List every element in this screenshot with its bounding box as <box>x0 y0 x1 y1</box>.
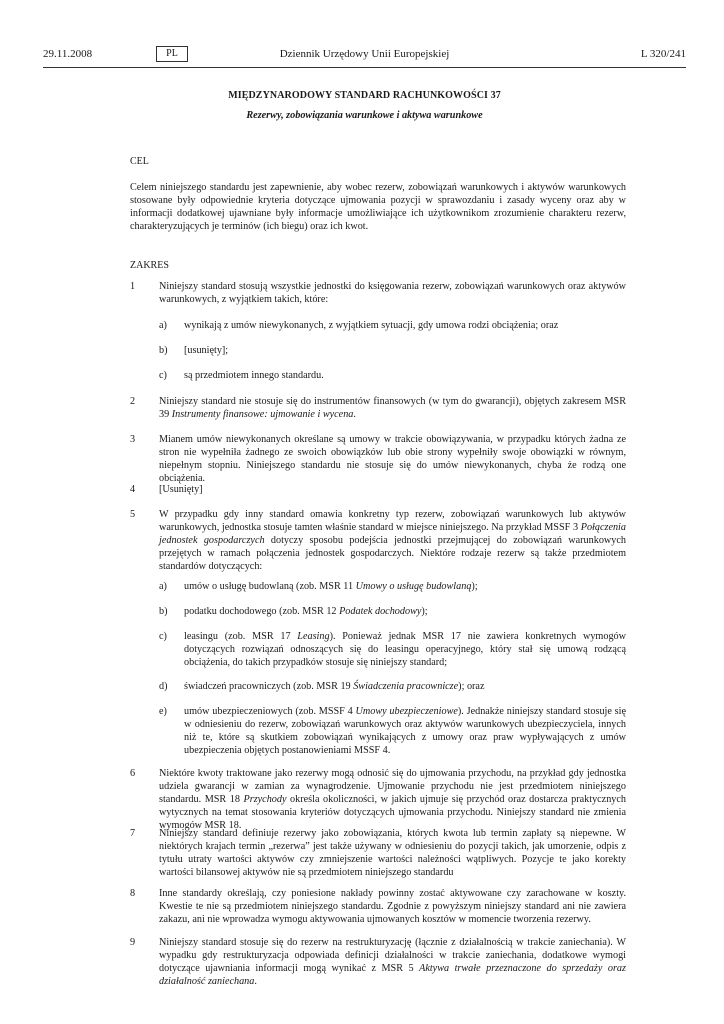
page-number: L 320/241 <box>640 48 686 60</box>
point-text: umów o usługę budowlaną (zob. MSR 11 Umowy o usługę budowlaną); <box>184 581 478 592</box>
point-text: świadczeń pracowniczych (zob. MSR 19 Świadczenia pracownicze); oraz <box>184 681 485 692</box>
point-text: [usunięty]; <box>184 345 229 356</box>
paragraph-number: 1 <box>130 281 136 292</box>
point-label: d) <box>159 681 168 692</box>
page-header <box>43 46 686 64</box>
paragraph-text: Niniejszy standard definiuje rezerwy jako zobowiązania, których kwota lub termin zapłaty są niepewne. W niektórych krajach termin „rezerwa” jest także używany w odniesieniu do pozycji takich, jak umorzenie, odpis z tytułu utraty wartości aktywów czy zmniejszenie wartości należności wątpliwych. Pozycje te jako korekty wartości bilansowej aktywów nie są przedmiotem niniejszego standardu <box>159 828 626 878</box>
paragraph-text: Inne standardy określają, czy poniesione nakłady powinny zostać aktywowane czy zarachowane w koszty. Kwestie te nie są przedmiotem niniejszego standardu. Zgodnie z powyższym niniejszy standard ani nie zawiera zakazu, ani nie wprowadza wymogu aktywowania ujmowanych kosztów w momencie tworzenia rezerwy. <box>159 888 626 925</box>
paragraph-text: Niniejszy standard nie stosuje się do instrumentów finansowych (w tym do gwarancji), objętych zakresem MSR 39 Instrumenty finansowe: ujmowanie i wycena. <box>159 396 626 420</box>
paragraph-number: 9 <box>130 937 136 948</box>
paragraph-text: [Usunięty] <box>159 484 203 495</box>
point-label: c) <box>159 631 167 642</box>
point-text: są przedmiotem innego standardu. <box>184 370 324 381</box>
paragraph-number: 3 <box>130 434 136 445</box>
paragraph-number: 6 <box>130 768 136 779</box>
paragraph-text: Niniejszy standard stosują wszystkie jednostki do księgowania rezerw, zobowiązań warunkowych oraz aktywów warunkowych, z wyjątkiem takich, które: <box>159 281 626 305</box>
section-heading-zakres: ZAKRES <box>130 260 169 271</box>
paragraph-number: 4 <box>130 484 136 495</box>
journal-title: Dziennik Urzędowy Unii Europejskiej <box>279 48 450 60</box>
paragraph-number: 8 <box>130 888 136 899</box>
language-badge: PL <box>156 46 188 62</box>
point-label: a) <box>159 320 167 331</box>
point-text: umów ubezpieczeniowych (zob. MSSF 4 Umowy ubezpieczeniowe). Jednakże niniejszy standard stosuje się w odniesieniu do rezerw, zobowiązań warunkowych oraz aktywów warunkowych ubezpieczyciela, innych niż te, które są skutkiem zobowiązań wynikających z umowy oraz praw wypływających z umów ubezpieczenia objętych postanowieniami MSSF 4. <box>184 706 626 756</box>
publication-date: 29.11.2008 <box>43 48 93 60</box>
document-title: MIĘDZYNARODOWY STANDARD RACHUNKOWOŚCI 37 <box>228 90 501 101</box>
paragraph-text: Niniejszy standard stosuje się do rezerw na restrukturyzację (łącznie z działalnością w trakcie zaniechania). W wypadku gdy restrukturyzacja odpowiada definicji działalności w trakcie zaniechania, dodatkowe wymogi dotyczące ujawniania informacji mogą wynikać z MSR 5 Aktywa trwałe przeznaczone do sprzedaży oraz działalność zaniechana. <box>159 937 626 987</box>
paragraph-text: Niektóre kwoty traktowane jako rezerwy mogą odnosić się do ujmowania przychodu, na przykład gdy jednostka udziela gwarancji w zamian za wynagrodzenie. Ujmowanie przychodu nie jest przedmiotem niniejszego standardu. MSR 18 Przychody określa okoliczności, w jakich ujmuje się przychód oraz dostarcza praktycznych wytycznych na temat stosowania kryteriów dotyczących ujmowania przychodu. Niniejszy standard nie zmienia wymogów MSR 18. <box>159 768 627 831</box>
section-text-cel: Celem niniejszego standardu jest zapewnienie, aby wobec rezerw, zobowiązań warunkowych i aktywów warunkowych stosowane były odpowiednie kryteria dotyczące ujmowania pozycji w sprawozdaniu i zasady wyceny oraz aby w informacji dodatkowej ujawniane były informacje umożliwiające ich użytkownikom zrozumienie charakteru rezerw, charakteryzujących je terminów (ich biegu) oraz ich kwot. <box>130 182 626 232</box>
paragraph-number: 2 <box>130 396 136 407</box>
point-label: b) <box>159 606 168 617</box>
section-heading-cel: CEL <box>130 156 149 167</box>
paragraph-number: 5 <box>130 509 136 520</box>
point-label: e) <box>159 706 167 717</box>
point-text: podatku dochodowego (zob. MSR 12 Podatek dochodowy); <box>184 606 428 617</box>
point-text: wynikają z umów niewykonanych, z wyjątkiem sytuacji, gdy umowa rodzi obciążenia; oraz <box>184 320 559 331</box>
point-text: leasingu (zob. MSR 17 Leasing). Ponieważ jednak MSR 17 nie zawiera konkretnych wymogów dotyczących rozwiązań odnoszących się do leasingu operacyjnego, który stał się umową rodzącą obciążenia, do takich przypadków stosuje się niniejszy standard; <box>184 631 626 668</box>
point-label: c) <box>159 370 167 381</box>
paragraph-number: 7 <box>130 828 136 839</box>
header-divider <box>43 67 686 68</box>
paragraph-text: W przypadku gdy inny standard omawia konkretny typ rezerw, zobowiązań warunkowych lub aktywów warunkowych, jednostka stosuje tamten właśnie standard w miejsce niniejszego. Na przykład MSSF 3 Połączenia jednostek gospodarczych dotyczy sposobu podejścia jednostki przejmującej do zobowiązań warunkowych przejętych w ramach połączenia jednostek gospodarczych. Niektóre rodzaje rezerw są także przedmiotem standardów dotyczących: <box>159 509 626 572</box>
paragraph-text: Mianem umów niewykonanych określane są umowy w trakcie obowiązywania, w przypadku których żadna ze stron nie wypełniła żadnego ze swoich obowiązków lub obie strony wypełniły swoje obowiązki w równym, niepełnym stopniu. Niniejszego standardu nie stosuje się do umów niewykonanych, chyba że rodzą one obciążenia. <box>159 434 626 484</box>
point-label: b) <box>159 345 168 356</box>
point-label: a) <box>159 581 167 592</box>
document-subtitle: Rezerwy, zobowiązania warunkowe i aktywa warunkowe <box>246 110 483 121</box>
